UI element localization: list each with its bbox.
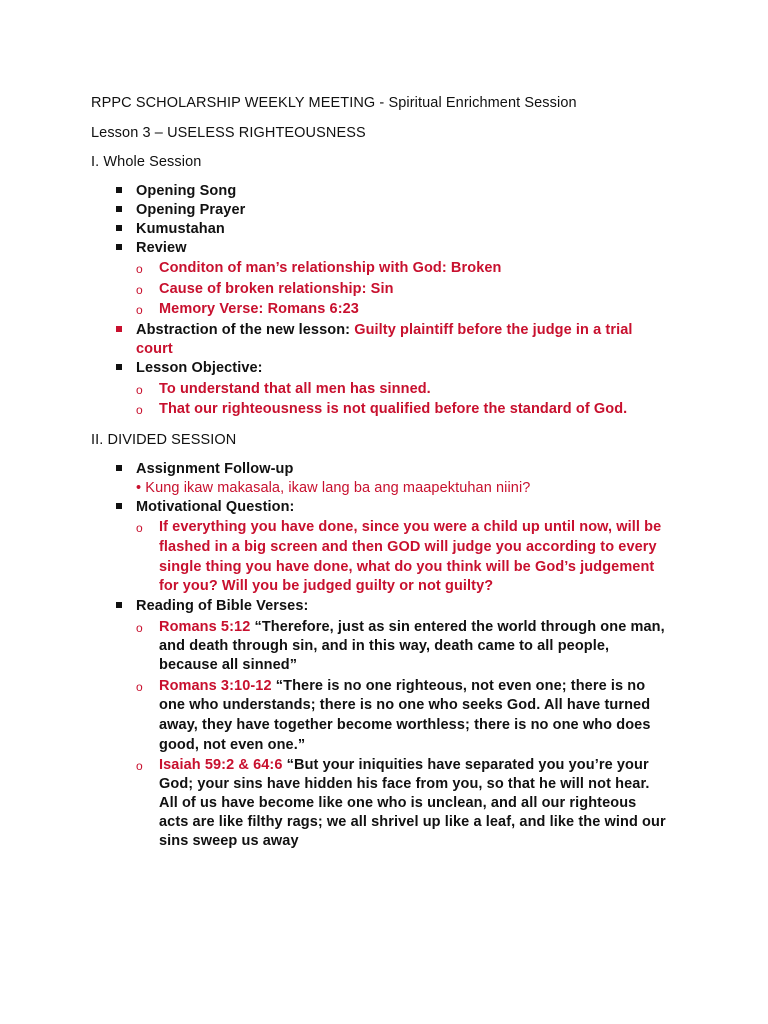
verse-line: away, they have together become worthless; there is no one who does	[159, 717, 651, 733]
lesson-title: Lesson 3 – USELESS RIGHTEOUSNESS	[91, 125, 366, 141]
objective-item: To understand that all men has sinned.	[159, 381, 431, 397]
square-bullet-icon	[116, 244, 122, 250]
review-item: Conditon of man’s relationship with God: Broken	[159, 260, 502, 276]
circle-bullet-icon: o	[136, 621, 143, 635]
review: Review	[136, 240, 187, 256]
square-bullet-icon	[116, 187, 122, 193]
verse-line	[159, 618, 665, 637]
verse-line	[159, 756, 649, 775]
motivational-line: If everything you have done, since you were a child up until now, will be	[159, 519, 662, 535]
square-bullet-icon	[116, 326, 122, 332]
verse-reference: Romans 3:10-12	[159, 678, 272, 694]
verse-line	[159, 677, 645, 696]
square-bullet-icon	[116, 503, 122, 509]
verse-line: one who understands; there is no one who seeks God. All have turned	[159, 697, 651, 713]
opening-prayer: Opening Prayer	[136, 202, 246, 218]
verse-line: All of us have become like one who is unclean, and all our righteous	[159, 795, 637, 811]
assignment-label: Assignment Follow-up	[136, 461, 294, 477]
review-item: Memory Verse: Romans 6:23	[159, 301, 359, 317]
circle-bullet-icon: o	[136, 759, 143, 773]
abstraction-line	[136, 321, 633, 340]
kumustahan: Kumustahan	[136, 221, 225, 237]
assignment-text: • Kung ikaw makasala, ikaw lang ba ang maapektuhan niini?	[136, 480, 531, 496]
motivational-line: flashed in a big screen and then GOD will judge you according to every	[159, 539, 657, 555]
verse-reference: Isaiah 59:2 & 64:6	[159, 757, 283, 773]
objective-item: That our righteousness is not qualified before the standard of God.	[159, 401, 628, 417]
circle-bullet-icon: o	[136, 680, 143, 694]
abstraction-text: Guilty plaintiff before the judge in a trial	[354, 322, 633, 338]
circle-bullet-icon: o	[136, 262, 143, 276]
verse-line: good, not even one.”	[159, 737, 306, 753]
circle-bullet-icon: o	[136, 383, 143, 397]
opening-song: Opening Song	[136, 183, 237, 199]
circle-bullet-icon: o	[136, 303, 143, 317]
circle-bullet-icon: o	[136, 521, 143, 535]
verse-line: because all sinned”	[159, 657, 298, 673]
lesson-objective-label: Lesson Objective:	[136, 360, 263, 376]
square-bullet-icon	[116, 465, 122, 471]
square-bullet-icon	[116, 206, 122, 212]
circle-bullet-icon: o	[136, 283, 143, 297]
verse-text: “There is no one righteous, not even one; there is no	[275, 678, 646, 694]
verse-line: God; your sins have hidden his face from you, so that he will not hear.	[159, 776, 650, 792]
reading-label: Reading of Bible Verses:	[136, 598, 309, 614]
motivational-line: single thing you have done, what do you think will be God’s judgement	[159, 559, 655, 575]
review-item: Cause of broken relationship: Sin	[159, 281, 394, 297]
square-bullet-icon	[116, 364, 122, 370]
divided-session-heading: II. DIVIDED SESSION	[91, 432, 237, 448]
motivational-label: Motivational Question:	[136, 499, 295, 515]
verse-text: “But your iniquities have separated you you’re your	[286, 757, 649, 773]
verse-line: acts are like filthy rags; we all shrivel up like a leaf, and like the wind our	[159, 814, 666, 830]
verse-line: sins sweep us away	[159, 833, 299, 849]
whole-session-heading: I. Whole Session	[91, 154, 202, 170]
square-bullet-icon	[116, 602, 122, 608]
document-title: RPPC SCHOLARSHIP WEEKLY MEETING - Spiritual Enrichment Session	[91, 95, 577, 111]
abstraction-text-continued: court	[136, 341, 173, 357]
circle-bullet-icon: o	[136, 403, 143, 417]
motivational-line: for you? Will you be judged guilty or not guilty?	[159, 578, 494, 594]
abstraction-label: Abstraction of the new lesson:	[136, 322, 351, 338]
verse-text: “Therefore, just as sin entered the world through one man,	[254, 619, 665, 635]
verse-reference: Romans 5:12	[159, 619, 251, 635]
square-bullet-icon	[116, 225, 122, 231]
verse-line: and death through sin, and in this way, death came to all people,	[159, 638, 610, 654]
